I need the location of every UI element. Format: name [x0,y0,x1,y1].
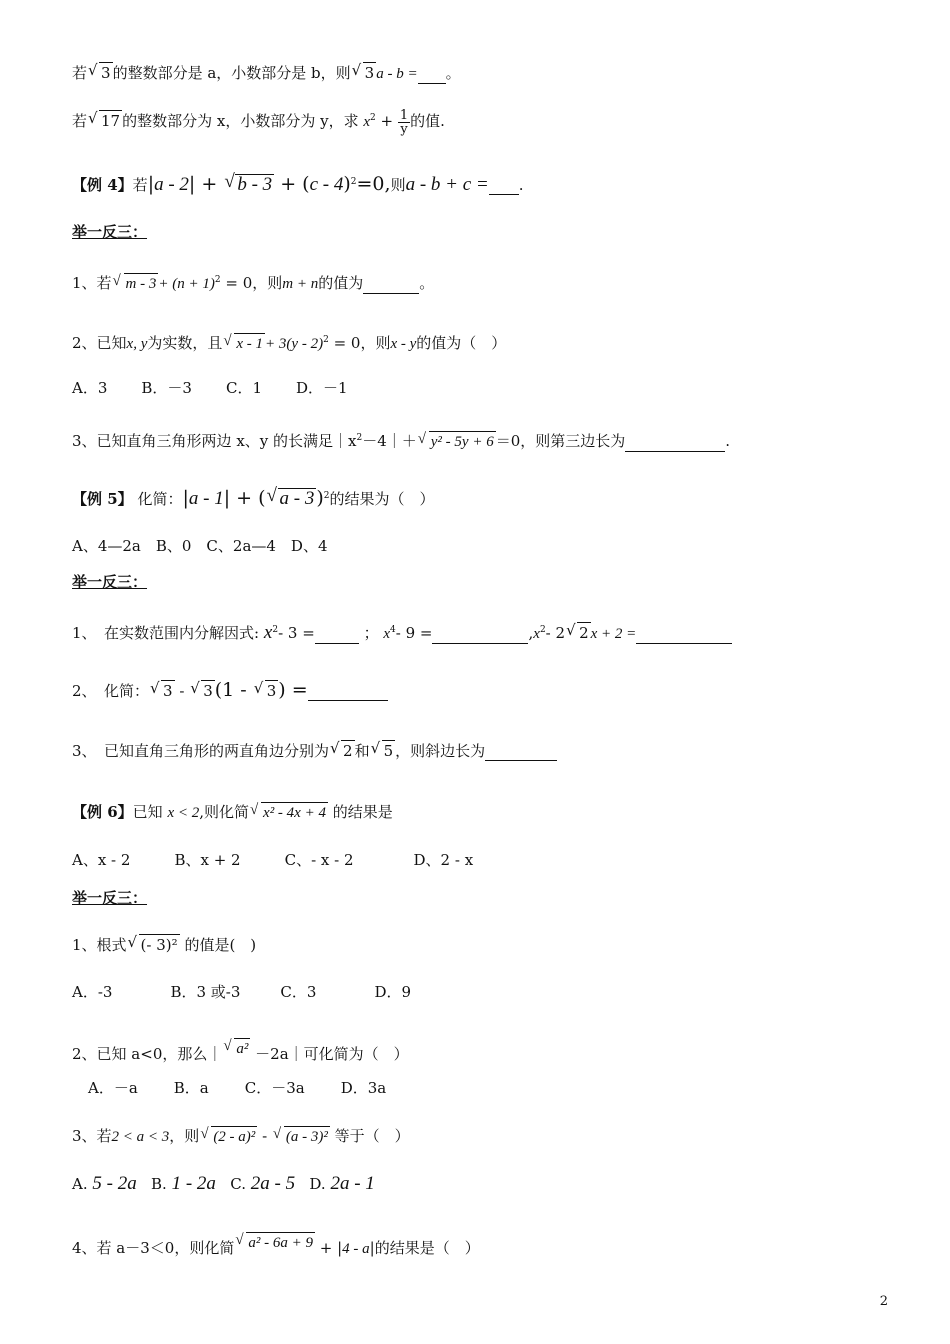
text: 等于（ ） [334,1127,410,1145]
expr-x: x [363,114,371,130]
example-4: 【例 4】若|a - 2| + √ b - 3 + (c - 4)$^2$=0,则a - b + c = . [72,172,524,195]
text: 3、 已知直角三角形的两直角边分别为 [72,742,330,760]
expr: m + n [282,276,319,292]
example-tag: 【例 5】 [72,490,133,508]
sqrt-expr: √ (a - 3)² [284,1126,330,1147]
sqrt-expr: √ x² - 4x + 4 [261,802,328,823]
option-b: B．a [173,1079,209,1097]
sqrt-2: √ 2 [341,740,355,761]
example-5: 【例 5】 化简：|a - 1| + (√ a - 3 )$^2$的结果为（ ） [72,486,435,509]
option-d-label: D. [309,1175,326,1193]
sqrt-expr: √ a² [234,1038,250,1059]
text: 若 [72,64,88,82]
option-d: D．9 [374,983,412,1001]
option-a: A、x - 2 [72,851,131,869]
example-6 [72,802,393,823]
text: 和 [354,742,370,760]
text: 2、已知 a<0，那么｜ [72,1045,223,1063]
practice-3-1-options [72,982,411,1002]
practice-2: 2、已知x, y为实数，且√ x - 1 + 3(y - 2)$^2$ = 0，则x - y的值为（ ） [72,330,506,354]
denominator: y [400,121,408,137]
expr: a - b = [376,66,418,82]
text: ,则化简 [199,803,250,821]
option-a-label: A. [72,1175,88,1193]
text: ) = [278,679,308,701]
answer-blank [363,293,419,294]
sqrt-3: √ 3 [99,62,113,83]
text: = 0，则 [225,274,283,292]
expr: + (n + 1) [158,276,215,292]
practice-3-2 [72,1038,409,1064]
answer-blank [489,194,519,195]
abs-expr: a - 2 [154,174,189,195]
expr: x [383,626,391,642]
option-c: C、- x - 2 [284,851,354,869]
text: 的整数部分为 x，小数部分为 y，求 [122,112,359,130]
text: 若 [132,176,148,194]
practice-3-3-options [72,1174,375,1194]
expr: x [533,626,540,642]
practice-3-3 [72,1126,410,1147]
sqrt-expr: √ (2 - a)² [211,1126,257,1147]
practice-3-1 [72,934,256,955]
sqrt-expr: √ x - 1 [234,333,265,354]
option-c: 2a - 5 [250,1173,296,1194]
text: - [257,1127,272,1145]
text: 的值是( ) [184,936,257,954]
option-d: D．3a [340,1079,387,1097]
question-line-2: 若√ 17 的整数部分为 x，小数部分为 y，求 $x^2$ + $\frac{1}{y}$ 的值. [72,108,445,136]
paren-expr: c - 4 [309,174,344,195]
option-c: C．3 [280,983,317,1001]
text: . [725,432,731,450]
example-tag: 【例 6】 [72,803,133,821]
expr: x - y [390,336,417,352]
text: 的结果是（ ） [374,1239,480,1257]
text: - [174,682,190,700]
text: (1 - [214,679,253,701]
text: 的结果是 [332,803,393,821]
text: 若 [72,112,88,130]
practice-1: 1、若√ $m - 3 + (n + 1)^2 = 0$，则m + n的值为 。 [72,270,434,294]
option-a: A．－a [88,1079,138,1097]
text: 的结果为（ ） [329,490,435,508]
practice-3: 3、已知直角三角形两边 x、y 的长满足$|x^2-4|+√$ y² - 5y + 6 ＝0，则第三边长为 . [72,428,730,452]
text: =0, [356,173,391,195]
numerator: 1 [399,107,409,123]
condition: 2 < a < 3 [111,1129,170,1145]
practice-3-4: 4、若 a－3＜0，则化简√ a² - 6a + 9 + |4 - a|的结果是（ ） [72,1232,480,1259]
practice-heading-3: 举一反三： [72,889,148,907]
answer-blank [308,700,388,701]
text: 1、 在实数范围内分解因式: [72,624,260,642]
option-c: C．－3a [244,1079,305,1097]
text: －4｜＋ [362,432,417,450]
sqrt-3: √ 3 [265,680,279,701]
abs-expr: a - 1 [188,488,224,509]
sqrt-expr: √ a² - 6a + 9 [246,1232,315,1253]
answer-blank [418,83,446,84]
question-line-1 [72,62,461,84]
sqrt-2: √ 2 [577,622,591,643]
sqrt-5: √ 5 [382,740,396,761]
answer-blank [625,451,725,452]
practice-2-options [72,378,348,398]
text: 2、已知 [72,334,127,352]
example-5-options: A、4—2a B、0 C、2a—4 D、4 [72,537,328,555]
option-b: 1 - 2a [171,1173,216,1194]
answer-blank [485,760,557,761]
text: 1、根式 [72,936,127,954]
text: = 0，则 [333,334,391,352]
text: 为实数，且 [147,334,223,352]
text: 化简： [137,490,183,508]
example-6-options [72,850,473,870]
sqrt-3b: √ 3 [363,62,377,83]
practice-heading-2: 举一反三： [72,573,148,591]
text: ＝0，则第三边长为 [495,432,626,450]
option-a: A．-3 [72,983,113,1001]
text: ，则 [169,1127,200,1145]
practice-3-2-options [88,1078,386,1098]
answer-blank [636,643,732,644]
option-b-label: B. [151,1175,167,1193]
sqrt-expr: √ y² - 5y + 6 [429,431,496,452]
option-a: 5 - 2a [92,1173,137,1194]
option-b: B、x + 2 [174,851,241,869]
answer-blank [315,643,359,644]
sqrt-expr: √ b - 3 [235,174,274,195]
option-d: D、2 - x [413,851,474,869]
option-d: 2a - 1 [330,1173,375,1194]
sqrt-expr: √ a - 3 [278,488,317,509]
text: 3、若 [72,1127,112,1145]
text: 1、若 [72,274,112,292]
sqrt-expr: √ m - 3 [124,273,159,294]
expr: x + 2 = [590,626,637,642]
text: 的整数部分是 a，小数部分是 b，则 [112,64,351,82]
practice-heading-1: 举一反三： [72,223,148,241]
expr: + 3(y - 2) [265,336,324,352]
text: ； [363,624,379,642]
text: 2、 化简： [72,682,150,700]
expr: - 9 = [395,624,433,642]
expr: x [263,622,273,643]
abs-expr: 4 - a [342,1241,370,1257]
text: 3、已知直角三角形两边 x、y 的长满足｜x [72,432,357,450]
practice-2-3 [72,740,557,761]
sqrt-17: √ 17 [99,110,122,131]
sqrt-expr: √ (- 3)² [139,934,180,955]
text: 则 [390,176,406,194]
text: 已知 [132,803,163,821]
option-b: B．－3 [141,379,192,397]
option-d: D．－1 [296,379,348,397]
sqrt-3: √ 3 [161,680,175,701]
practice-2-2 [72,680,388,701]
text: 的值为（ ） [416,334,507,352]
option-c: C．1 [225,379,262,397]
text: 的值. [410,112,445,130]
text: 4、若 a－3＜0，则化简 [72,1239,235,1257]
condition: x < 2 [167,805,200,821]
vars: x, y [126,336,148,352]
expr: - 3 = [278,624,315,642]
expr: - 2 [545,624,566,642]
text: . [518,176,524,194]
text: －2a｜可化简为（ ） [255,1045,409,1063]
option-a: A．3 [72,379,108,397]
option-b: B．3 或-3 [170,983,241,1001]
practice-2-1: 1、 在实数范围内分解因式: $x^2-$ 3 = ； $x^4-$ $9 = ,x^2-$ 2√ 2 x + 2 = [72,620,732,644]
text: 。 [419,274,435,292]
page-number: 2 [879,1294,888,1309]
example-tag: 【例 4】 [72,176,133,194]
expr: a - b + c = [405,174,489,195]
fraction [398,109,410,136]
option-c-label: C. [230,1175,246,1193]
sqrt-3: √ 3 [201,680,215,701]
text: 的值为 [318,274,364,292]
text: 。 [445,64,461,82]
answer-blank [432,643,528,644]
text: ，则斜边长为 [395,742,486,760]
